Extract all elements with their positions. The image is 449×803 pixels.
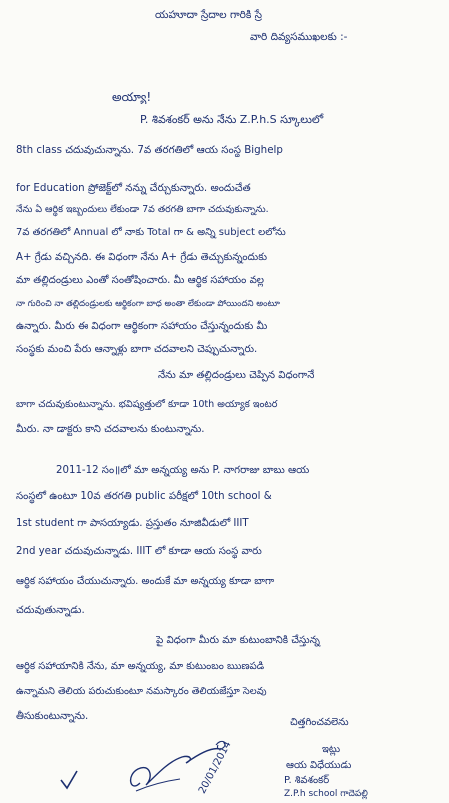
paragraph-1-line: A+ గ్రేడు వచ్చినది. ఈ విధంగా నేను A+ గ్రేడు తెచ్చుకున్నందుకు: [16, 252, 268, 263]
paragraph-3-line: తీసుకుంటున్నాను.: [16, 711, 89, 722]
paragraph-2-line: 1st student గా పాసయ్యాడు. ప్రస్తుతం నూజివీడులో IIIT: [16, 518, 249, 529]
paragraph-2-line: 2011-12 సం॥లో మా అన్నయ్య అను P. నాగరాజు బాబు ఆయ: [56, 465, 310, 476]
paragraph-1-line: బాగా చదువుకుంటున్నాను. భవిష్యత్తులో కూడా 10th అయ్యాక ఇంటర: [16, 399, 278, 410]
paragraph-1-line: నేను ఏ ఆర్థిక ఇబ్బందులు లేకుండా 7వ తరగతి బాగా చదువుకున్నాను.: [16, 204, 269, 215]
closing-line: చిత్తగించవలెను: [290, 717, 349, 728]
paragraph-2-line: ఆర్థిక సహాయం చేయుచున్నారు. అందుకే మా అన్నయ్య కూడా బాగా: [16, 576, 275, 587]
paragraph-1-line: సంస్థకు మంచి పేరు ఆన్నాళ్లు బాగా చదవాలని చెప్పుచున్నారు.: [16, 344, 258, 355]
paragraph-1-line: ఉన్నారు. మీరు ఈ విధంగా ఆర్థికంగా సహాయం చేస్తున్నందుకు మీ: [16, 321, 268, 332]
paragraph-1-line: నేను మా తల్లిదండ్రులు చెప్పిన విధంగానే: [158, 370, 315, 381]
closing-line: Z.P.h school గాదెపల్లి: [284, 789, 368, 799]
address-line-2: వారి దివ్యసముఖలకు :-: [250, 31, 348, 43]
tick-mark-icon: [58, 768, 80, 792]
paragraph-1-line: for Education ప్రోజెక్ట్‌లో నన్ను చేర్చుకున్నారు. అందుచేత: [16, 182, 251, 194]
paragraph-3-line: ఆర్థిక సహాయానికి నేను, మా అన్నయ్య, మా కుటుంబం ఋణపడి: [16, 661, 265, 672]
closing-line: ఇట్లు: [322, 744, 341, 755]
paragraph-1-line: మీరు. నా డాక్టరు కాని చదవాలను కుంటున్నాను.: [16, 424, 205, 435]
closing-line: P. శివశంకర్: [284, 775, 330, 786]
paragraph-3-line: ఉన్నామని తెలియ పరుచుకుంటూ నమస్కారం తెలియజేస్తూ సెలవు: [16, 686, 267, 697]
paragraph-1-line: 7వ తరగతిలో Annual లో నాకు Total గా & అన్ని subject లలోను: [16, 227, 286, 238]
signature-date: 20/01/2014: [196, 739, 234, 796]
salutation: అయ్యా!: [112, 90, 152, 104]
paragraph-1-line: మా తల్లిదండ్రులు ఎంతో సంతోషించారు. మీ ఆర్థిక సహాయం వల్ల: [16, 275, 265, 286]
paragraph-1-line: నా గురించి నా తల్లిదండ్రులకు ఆర్థికంగా బాధ అంతా లేకుండా పోయిందని అంటూ: [16, 299, 280, 309]
paragraph-3-line: పై విధంగా మీరు మా కుటుంబానికి చేస్తున్న: [156, 635, 320, 646]
address-line-1: యహూదా స్రేదాల గారికి స్రే: [155, 9, 263, 21]
closing-line: ఆయ విధేయుడు: [286, 760, 352, 771]
paragraph-2-line: చదువుతున్నాడు.: [16, 605, 85, 616]
paragraph-1-line: 8th class చదువుచున్నాను. 7వ తరగతిలో ఆయ సంస్థ Bighelp: [16, 144, 283, 156]
paragraph-1-line: P. శివశంకర్ అను నేను Z.P.h.S స్కూలులో: [140, 113, 324, 126]
paragraph-2-line: సంస్థలో ఉంటూ 10వ తరగతి public పరీక్షలో 10th school &: [16, 491, 272, 502]
paragraph-2-line: 2nd year చదువుచున్నాడు. IIIT లో కూడా ఆయ సంస్థ వారు: [16, 546, 262, 557]
